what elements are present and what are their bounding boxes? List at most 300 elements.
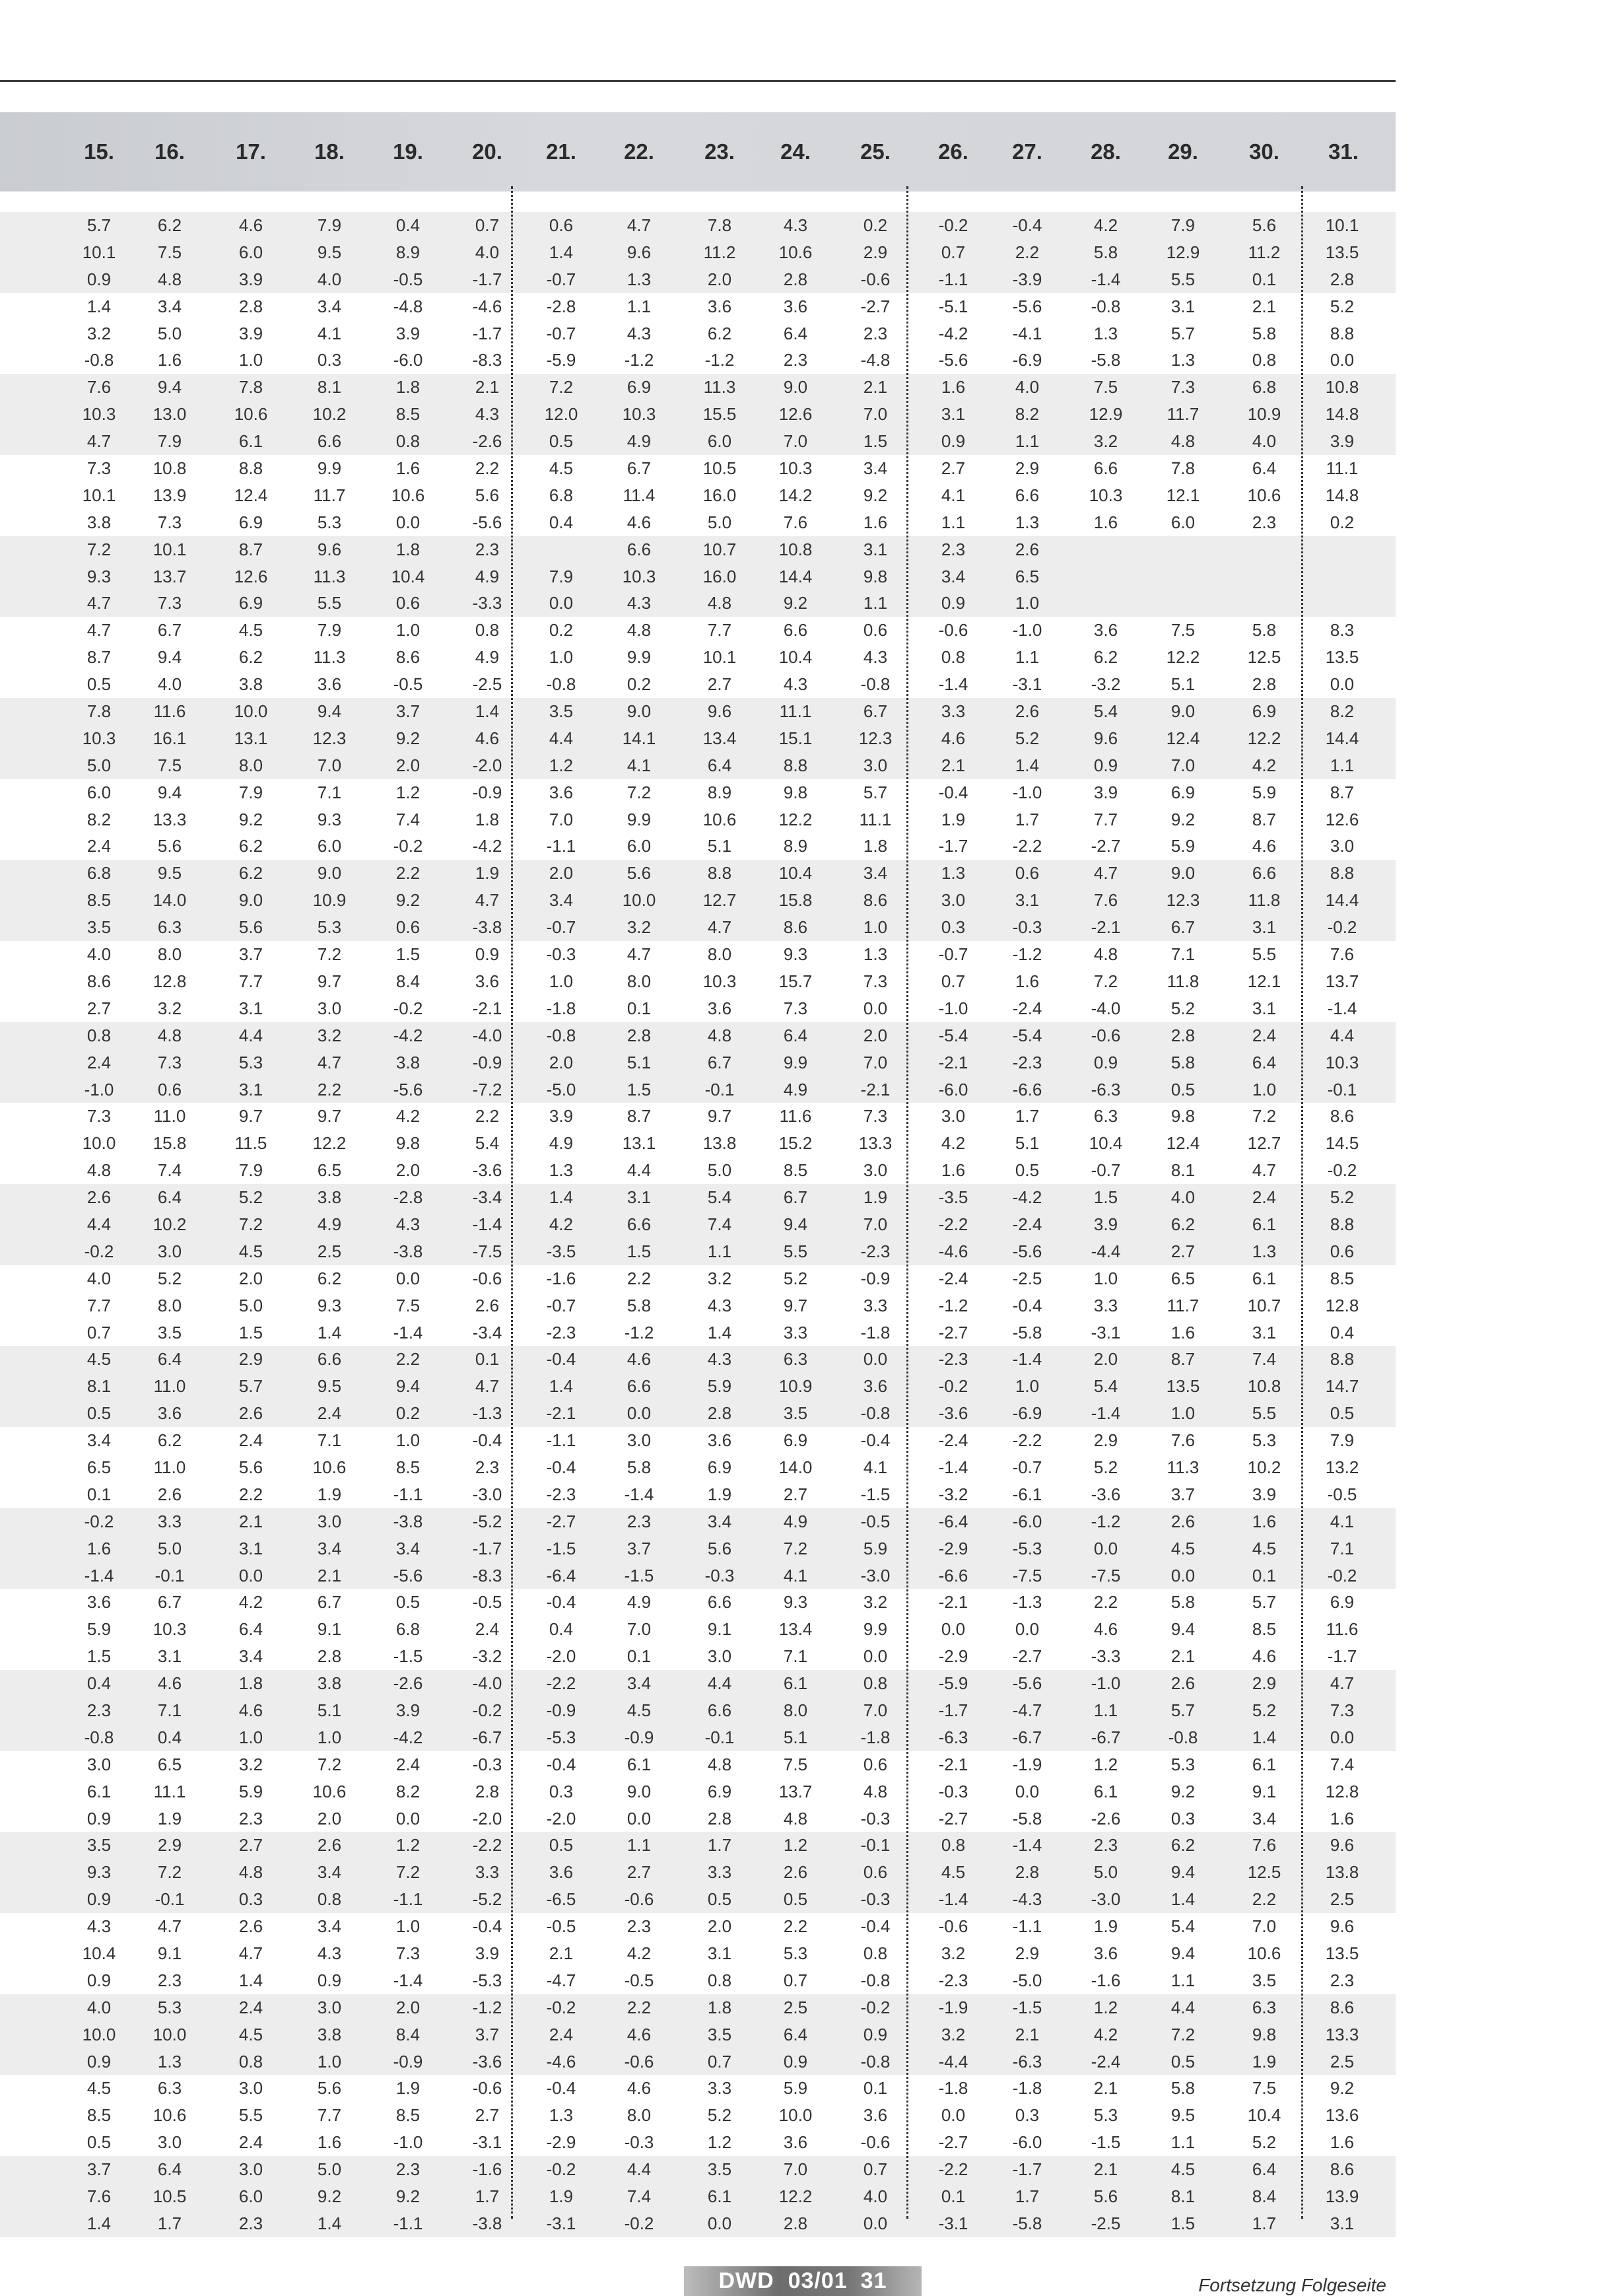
table-cell: 13.8 [1325,1862,1359,1883]
table-cell: 2.8 [1170,1025,1196,1045]
table-cell: -1.1 [393,1889,423,1910]
table-cell: 4.1 [626,755,652,775]
table-cell: 1.1 [941,512,966,532]
table-cell: 0.4 [86,1673,112,1694]
table-cell: 5.1 [1170,674,1196,695]
table-cell: 10.9 [1247,404,1281,425]
table-cell: 7.7 [707,620,732,641]
table-cell: 2.7 [86,998,112,1018]
table-cell: 6.9 [1170,782,1196,802]
table-cell: 1.0 [1170,1403,1196,1424]
table-cell: -0.2 [84,1511,114,1531]
table-cell: 6.1 [1252,1268,1277,1288]
table-cell: 3.4 [863,458,888,479]
table-cell: 5.0 [157,323,182,343]
table-cell: 5.8 [1170,2078,1196,2099]
table-cell: 10.4 [391,566,425,586]
table-cell: 2.3 [626,1916,652,1937]
table-cell: 3.2 [317,1025,342,1045]
table-cell: 11.6 [779,1106,812,1127]
table-cell: 6.2 [157,1430,182,1451]
table-cell: -1.2 [472,1997,502,2017]
table-cell: 0.5 [86,1403,112,1424]
table-cell: 7.9 [238,782,263,802]
table-cell: 2.3 [1252,512,1277,532]
table-cell: -0.3 [860,1889,891,1910]
table-row [0,293,1396,320]
table-cell: -0.4 [546,2078,576,2099]
table-cell: -8.3 [472,350,502,370]
table-cell: 0.6 [1330,1241,1355,1261]
table-cell: 3.4 [317,1538,342,1558]
table-cell: 10.2 [152,1214,187,1234]
continuation-note: Fortsetzung Folgeseite [1198,2275,1386,2295]
table-cell: -1.7 [938,1700,968,1720]
table-cell: -0.1 [704,1727,735,1747]
table-cell: 5.8 [626,1295,652,1315]
table-cell: 0.3 [1015,2105,1040,2126]
table-cell: 5.8 [1170,1052,1196,1072]
table-cell: -0.4 [1012,1295,1042,1315]
table-cell: 0.0 [1330,1727,1355,1747]
header-day: 15. [84,139,114,164]
table-cell: -1.2 [704,350,735,370]
table-cell: -3.1 [1012,674,1042,695]
table-cell: 10.1 [702,647,737,668]
table-cell: 3.5 [86,917,112,938]
table-cell: 3.6 [549,1862,574,1883]
table-row [0,1427,1396,1454]
table-cell: 4.3 [783,215,808,235]
table-cell: 4.2 [549,1214,574,1234]
table-cell: 8.2 [1330,701,1355,722]
table-cell: 10.6 [1247,485,1281,505]
table-cell: 2.2 [395,1349,421,1370]
table-cell: 10.8 [1247,1376,1281,1397]
table-cell: 7.1 [317,782,342,802]
table-row [0,1022,1396,1049]
table-cell: 4.7 [317,1052,342,1072]
table-cell: -2.7 [938,1808,968,1828]
table-cell: 6.0 [86,782,112,802]
table-cell: 12.2 [778,809,813,829]
table-cell: 6.6 [626,1214,652,1234]
table-cell: 8.5 [86,2105,112,2126]
table-cell: 2.6 [783,1862,808,1883]
table-cell: 5.9 [863,1538,888,1558]
table-cell: -2.9 [938,1538,968,1558]
table-row [0,536,1396,563]
table-cell: 13.3 [1325,2024,1359,2044]
table-cell: 0.0 [863,1646,888,1667]
table-cell: -0.6 [1091,1025,1121,1045]
table-cell: 5.1 [626,1052,652,1072]
table-cell: -0.2 [472,1700,502,1720]
table-cell: 10.8 [778,539,813,559]
table-cell: 6.7 [157,1592,182,1613]
table-cell: 2.4 [1252,1187,1277,1208]
table-cell: 5.2 [1170,998,1196,1018]
table-cell: 4.6 [1093,1619,1118,1640]
table-cell: 10.3 [1089,485,1123,505]
table-cell [1069,536,1142,563]
table-cell: 0.1 [475,1349,500,1370]
table-cell: -6.3 [1012,2051,1042,2071]
table-cell: 3.1 [1252,998,1277,1018]
table-cell: 5.1 [1015,1133,1040,1154]
table-cell: 0.5 [1170,1079,1196,1099]
table-cell: 8.8 [707,863,732,884]
table-cell: 5.7 [1252,1592,1277,1613]
table-cell: 14.4 [1325,890,1359,911]
table-cell: 10.1 [82,242,116,262]
table-cell: -3.8 [393,1511,423,1531]
table-cell: -0.3 [704,1565,735,1585]
table-cell: 7.3 [86,1106,112,1127]
table-cell: 6.6 [1015,485,1040,505]
table-cell: -4.0 [472,1673,502,1694]
table-cell: 6.5 [317,1160,342,1181]
table-row [0,1076,1396,1103]
table-cell: 8.6 [395,647,421,668]
table-cell: -3.1 [1091,1322,1121,1342]
table-cell: -0.4 [546,1592,576,1613]
table-cell: 6.4 [157,1187,182,1208]
table-cell: 14.0 [152,890,187,911]
header-day: 24. [780,139,811,164]
table-cell: -3.1 [938,2213,968,2233]
table-cell: -3.5 [546,1241,576,1261]
table-cell: 10.6 [778,242,813,262]
table-cell: 1.3 [549,1160,574,1181]
table-cell: 0.8 [86,1025,112,1045]
table-cell: 5.5 [1252,1403,1277,1424]
table-cell: 1.0 [238,350,263,370]
table-cell: 0.5 [86,674,112,695]
table-cell: -0.3 [938,1781,968,1801]
table-cell: 3.6 [1093,1943,1118,1963]
table-cell: 7.9 [317,215,342,235]
table-cell: 0.0 [1330,674,1355,695]
table-cell: 16.1 [152,728,187,748]
table-cell: 1.7 [1015,809,1040,829]
table-row [0,2129,1396,2156]
table-cell: 14.2 [778,485,813,505]
table-cell: 0.9 [86,1970,112,1990]
table-cell: 4.4 [1170,1997,1196,2017]
table-cell: 7.6 [1252,1835,1277,1856]
table-cell: 4.5 [238,2024,263,2044]
table-cell: 7.6 [1093,890,1118,911]
table-cell: 4.5 [86,1349,112,1370]
table-cell: 2.2 [238,1484,263,1504]
table-cell: 2.5 [1330,2051,1355,2071]
table-cell: 7.0 [317,755,342,775]
table-cell: 3.3 [863,1295,888,1315]
table-cell: 8.4 [1252,2186,1277,2207]
table-cell: 1.9 [707,1484,732,1504]
table-cell: 10.0 [622,890,656,911]
table-cell: 10.6 [702,809,737,829]
table-cell: 8.5 [1252,1619,1277,1640]
table-cell: 9.9 [626,809,652,829]
table-row [0,1859,1396,1886]
table-cell: 8.6 [783,917,808,938]
table-cell: 5.8 [1093,242,1118,262]
table-cell: -0.1 [154,1889,185,1910]
table-cell: -0.7 [546,323,576,343]
table-cell: 15.2 [778,1133,813,1154]
table-cell: 0.7 [707,2051,732,2071]
table-cell: 2.8 [317,1646,342,1667]
table-cell: 7.0 [1170,755,1196,775]
table-cell: 2.5 [1330,1889,1355,1910]
table-cell: 0.0 [863,998,888,1018]
table-cell: 0.0 [707,2213,732,2233]
table-cell: -5.6 [1012,1241,1042,1261]
table-cell: 8.2 [86,809,112,829]
table-cell: -5.3 [546,1727,576,1747]
table-cell: -6.4 [546,1565,576,1585]
table-cell: 2.1 [1170,1646,1196,1667]
table-cell: 0.1 [941,2186,966,2207]
table-cell: 11.1 [1326,458,1359,479]
table-cell: -1.4 [1327,998,1357,1018]
table-row [0,482,1396,509]
table-cell: 6.3 [783,1349,808,1370]
table-cell: 4.1 [783,1565,808,1585]
table-cell: -5.4 [938,1025,968,1045]
table-cell: 10.6 [391,485,425,505]
table-cell: 3.3 [707,1862,732,1883]
table-cell: 9.9 [626,647,652,668]
table-cell: 12.1 [1247,971,1281,991]
table-cell: 10.3 [778,458,813,479]
table-cell: 4.6 [626,2078,652,2099]
table-cell: 0.6 [549,215,574,235]
table-cell: 5.2 [238,1187,263,1208]
table-cell: 2.0 [549,863,574,884]
table-cell: 1.4 [1170,1889,1196,1910]
table-cell: 15.5 [702,404,737,425]
table-cell: -0.7 [546,917,576,938]
table-cell: 1.1 [1170,1970,1196,1990]
table-cell: -5.0 [1012,1970,1042,1990]
table-cell: 5.6 [475,485,500,505]
table-cell: 6.8 [86,863,112,884]
table-cell: 10.9 [312,890,347,911]
table-cell: 1.9 [317,1484,342,1504]
table-cell: -0.2 [393,836,423,856]
table-cell: 2.9 [157,1835,182,1856]
table-cell: 2.1 [475,377,500,398]
table-cell: 10.6 [312,1457,347,1477]
table-cell: 6.9 [1252,701,1277,722]
table-cell: 5.3 [317,917,342,938]
table-cell: 4.0 [475,242,500,262]
table-cell: 6.4 [783,1025,808,1045]
table-cell: -6.7 [1091,1727,1121,1747]
table-cell: 5.3 [783,1943,808,1963]
table-cell: 13.2 [1325,1457,1359,1477]
table-cell: 5.8 [626,1457,652,1477]
table-cell: 2.4 [475,1619,500,1640]
table-cell: 8.2 [1015,404,1040,425]
table-cell: 3.6 [475,971,500,991]
table-cell: 6.8 [1252,377,1277,398]
table-cell: 3.1 [157,1646,182,1667]
table-cell: 3.7 [86,2159,112,2180]
table-cell: 8.0 [157,1295,182,1315]
table-cell: 4.7 [1093,863,1118,884]
table-cell: 5.2 [1093,1457,1118,1477]
table-cell: 1.8 [863,836,888,856]
temperature-table [0,212,1396,2237]
table-cell: 5.6 [317,2078,342,2099]
table-cell: -1.4 [393,1970,423,1990]
table-cell: 0.8 [395,431,421,452]
table-cell: 7.4 [157,1160,182,1181]
table-cell: -5.2 [472,1511,502,1531]
table-cell: 13.8 [702,1133,737,1154]
table-cell: 4.6 [1252,836,1277,856]
table-cell: 4.5 [1170,2159,1196,2180]
table-cell: 5.2 [1252,1700,1277,1720]
table-cell: 4.2 [238,1592,263,1613]
table-cell: 2.4 [238,2132,263,2153]
table-cell: -1.4 [1012,1835,1042,1856]
table-row [0,752,1396,779]
table-cell: 14.0 [778,1457,813,1477]
table-cell: 1.3 [941,863,966,884]
table-row [0,698,1396,725]
table-row [0,1508,1396,1535]
table-cell: 14.4 [1325,728,1359,748]
table-cell: 1.3 [626,269,652,289]
table-cell: 10.6 [1247,1943,1281,1963]
table-cell: 5.6 [1093,2186,1118,2207]
table-cell: 6.5 [86,1457,112,1477]
table-cell [1228,590,1301,617]
table-cell: 10.3 [1325,1052,1359,1072]
table-cell: 1.5 [395,944,421,965]
table-cell: 3.2 [941,1943,966,1963]
table-cell: 7.0 [549,809,574,829]
table-cell: 11.2 [1248,242,1281,262]
table-cell: -0.8 [860,1970,891,1990]
table-cell: 7.5 [157,242,182,262]
table-cell: 0.0 [395,1268,421,1288]
table-cell: -5.8 [1012,2213,1042,2233]
table-cell: 2.6 [317,1835,342,1856]
table-cell: 9.2 [395,2186,421,2207]
table-cell: -3.6 [1091,1484,1121,1504]
table-row [0,455,1396,482]
table-cell: 3.1 [238,998,263,1018]
table-cell: -0.8 [84,1727,114,1747]
table-cell: 12.7 [1247,1133,1281,1154]
table-cell: 7.9 [238,1160,263,1181]
table-cell: -2.1 [1091,917,1121,938]
table-row [0,239,1396,266]
table-cell: -1.8 [1012,2078,1042,2099]
table-cell [1069,563,1142,590]
table-cell: 2.3 [1330,1970,1355,1990]
table-cell: 2.2 [317,1079,342,1099]
table-cell: 4.7 [86,620,112,641]
page-number: 31 [860,2268,887,2293]
table-cell: 3.1 [1330,2213,1355,2233]
table-cell: -1.4 [84,1565,114,1585]
table-cell: -4.2 [472,836,502,856]
table-cell: 6.6 [707,1700,732,1720]
table-cell: 5.9 [1252,782,1277,802]
table-cell: 5.7 [238,1376,263,1397]
table-cell: 11.2 [703,242,736,262]
table-cell: 1.0 [238,1727,263,1747]
table-cell: 6.0 [238,242,263,262]
table-cell: -2.7 [938,1322,968,1342]
table-cell: -4.8 [393,296,423,316]
table-cell: 8.7 [1330,782,1355,802]
table-cell: 6.4 [1252,1052,1277,1072]
publication-label: DWD 03/01 [718,2268,848,2293]
table-cell: 0.3 [1170,1808,1196,1828]
table-cell: 7.0 [863,1052,888,1072]
table-cell: 9.7 [783,1295,808,1315]
header-day: 23. [704,139,735,164]
table-cell: 9.4 [157,377,182,398]
table-cell: 1.6 [1330,1808,1355,1828]
table-cell: 0.0 [863,2213,888,2233]
table-cell: 12.3 [858,728,893,748]
table-cell: 12.8 [1325,1295,1359,1315]
table-cell: 6.4 [238,1619,263,1640]
table-cell: -5.8 [1012,1322,1042,1342]
table-cell: 9.3 [317,809,342,829]
table-cell: 1.0 [395,1430,421,1451]
table-row [0,806,1396,833]
table-cell: -5.3 [472,1970,502,1990]
table-cell: -1.7 [1012,2159,1042,2180]
table-cell: 2.3 [863,323,888,343]
table-row [0,1184,1396,1211]
table-cell: 3.8 [317,1187,342,1208]
table-cell: 1.1 [1015,431,1040,452]
table-cell: 8.8 [783,755,808,775]
table-cell: 6.1 [626,1754,652,1774]
table-cell: -1.9 [938,1997,968,2017]
table-cell: 15.1 [778,728,813,748]
table-row [0,2183,1396,2210]
table-cell: 3.4 [395,1538,421,1558]
table-row [0,1049,1396,1076]
table-cell: -0.5 [860,1511,891,1531]
table-cell: -0.4 [546,1457,576,1477]
table-cell: -4.8 [860,350,891,370]
table-cell: -2.3 [546,1484,576,1504]
table-cell: 0.9 [783,2051,808,2071]
table-cell: 2.8 [707,1808,732,1828]
table-cell: 2.2 [626,1268,652,1288]
table-cell: 4.2 [941,1133,966,1154]
table-cell: 2.7 [238,1835,263,1856]
table-cell: 6.7 [1170,917,1196,938]
table-cell: 7.6 [1330,944,1355,965]
table-cell: 0.0 [395,512,421,532]
table-row [0,860,1396,887]
table-cell: 4.9 [783,1079,808,1099]
